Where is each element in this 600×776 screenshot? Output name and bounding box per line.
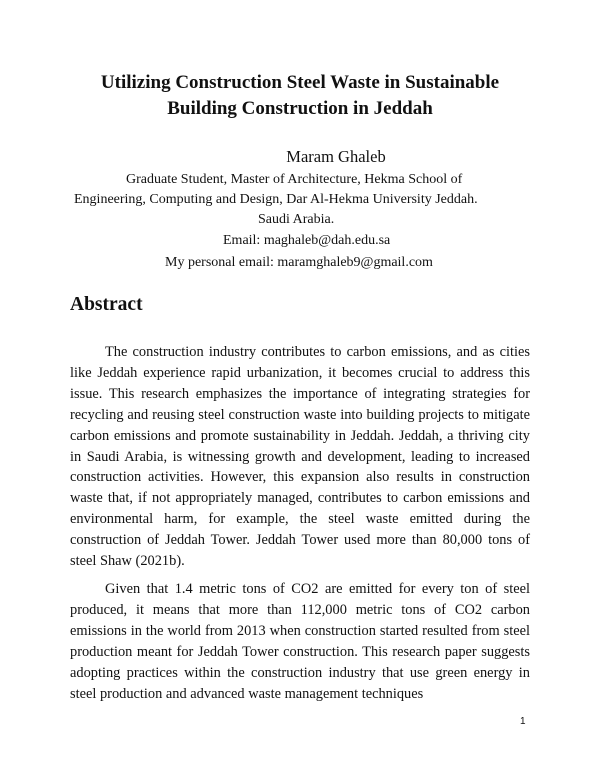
- author-personal-email: My personal email: maramghaleb9@gmail.com: [165, 255, 433, 270]
- page-number: 1: [520, 716, 526, 727]
- paper-title: [60, 70, 540, 122]
- abstract-paragraph-1: The construction industry contributes to carbon emissions, and as cities like Jeddah experience rapid urbanization, it becomes crucial to address this issue. This research emphasizes the importance of integrating strategies for recycling and reusing steel construction waste into building projects to mitigate carbon emissions and promote sustainability in Jeddah. Jeddah, a thriving city in Saudi Arabia, is witnessing growth and development, leading to increased construction activities. However, this expansion also results in construction waste that, if not appropriately managed, contributes to carbon emissions and environmental harm, for example, the steel waste emitted during the construction of Jeddah Tower. Jeddah Tower used more than 80,000 tons of steel Shaw (2021b).: [70, 344, 530, 570]
- affiliation-line-2: Engineering, Computing and Design, Dar Al-Hekma University Jeddah.: [74, 192, 478, 207]
- abstract-paragraph-2: Given that 1.4 metric tons of CO2 are emitted for every ton of steel produced, it means that more than 112,000 metric tons of CO2 carbon emissions in the world from 2013 when construction started resulted from steel production meant for Jeddah Tower construction. This research paper suggests adopting practices within the construction industry that use green energy in steel production and advanced waste management techniques: [70, 581, 530, 702]
- abstract-heading: Abstract: [70, 294, 143, 315]
- title-line-1: Utilizing Construction Steel Waste in Sustainable: [100, 72, 500, 93]
- author-name: Maram Ghaleb: [286, 147, 386, 166]
- affiliation-line-3: Saudi Arabia.: [258, 212, 335, 227]
- affiliation-line-1: Graduate Student, Master of Architecture, Hekma School of: [126, 172, 463, 187]
- title-line-2: Building Construction in Jeddah: [167, 98, 433, 119]
- author-email: Email: maghaleb@dah.edu.sa: [223, 233, 391, 248]
